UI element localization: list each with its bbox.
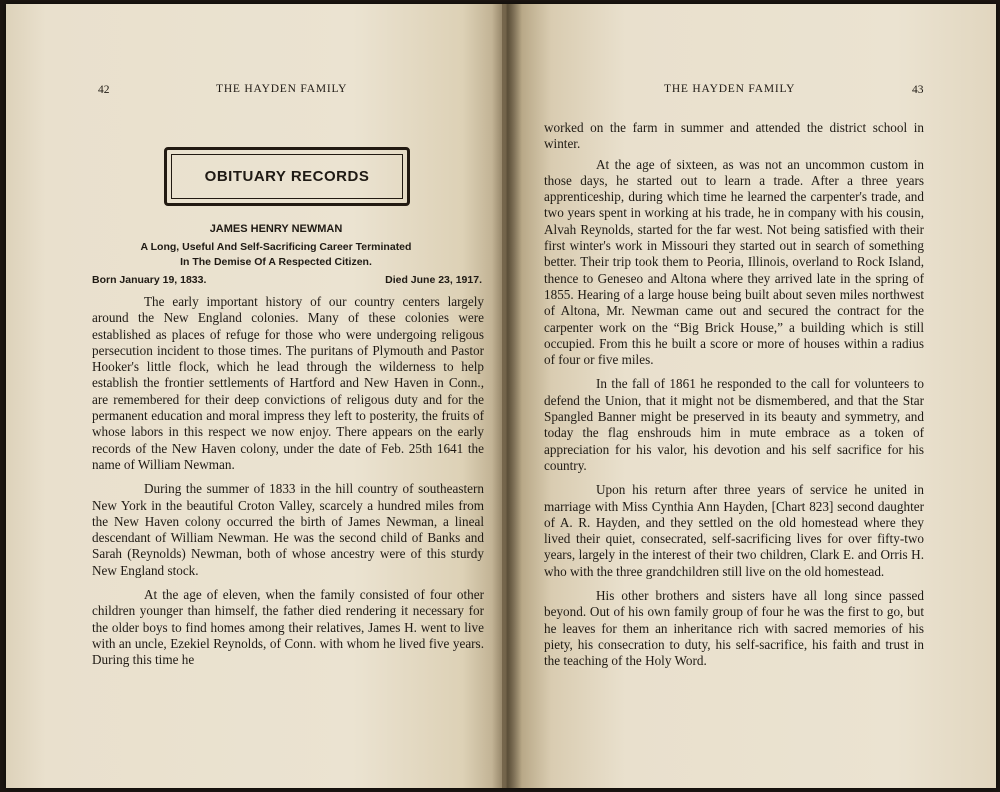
paragraph: The early important history of our country centers largely around the New England colonies. Many of these colonies were established as places of refuge for those who were undergoing religous persecution incident to those times. The puritans of Plymouth and Pastor Hooker's little flock, which he lead through the wilderness to help establish the frontier settlements of Hartford and New Haven in Conn., are remembered for their deep convictions of religous duty and for the permanent education and moral impress they left to posterity, the fruits of whose labors in this respect we now enjoy. There appears on the early records of the New Haven colony, under the date of Feb. 25th 1641 the name of William Newman. [92, 294, 484, 472]
box-title: OBITUARY RECORDS [204, 168, 370, 185]
right-body-text [544, 120, 924, 670]
running-head-left: THE HAYDEN FAMILY [216, 83, 348, 95]
book-spread [6, 4, 996, 788]
obituary-records-box [164, 147, 410, 206]
died-date: Died June 23, 1917. [385, 274, 482, 286]
book-gutter [492, 4, 522, 788]
subtitle-line-2: In The Demise Of A Respected Citizen. [180, 256, 372, 268]
paragraph: In the fall of 1861 he responded to the call for volunteers to defend the Union, that it might not be dismembered, and that the Star Spangled Banner might be preserved in its beauty and symmetry, and today the flag enshrouds him in mute embrace as a token of appreciation for his valor, his devotion and his self sacrifice for his country. [544, 376, 924, 473]
paragraph: Upon his return after three years of service he united in marriage with Miss Cynthia Ann Hayden, [Chart 823] second daughter of A. R. Hayden, and they settled on the old homestead where they lived their quiet, consecrated, self-sacrificing lives for over fifty-two years, largely in the interest of their two children, Clark E. and Orris H. who with the three grandchildren still live on the old homestead. [544, 482, 924, 579]
page-number-right: 43 [912, 84, 924, 96]
person-name: JAMES HENRY NEWMAN [209, 223, 343, 235]
born-date: Born January 19, 1833. [92, 274, 207, 286]
right-page [502, 4, 996, 788]
subtitle-line-1: A Long, Useful And Self-Sacrificing Career Terminated [140, 241, 412, 253]
running-head-right: THE HAYDEN FAMILY [664, 83, 796, 95]
left-page [6, 4, 502, 788]
paragraph: At the age of eleven, when the family consisted of four other children younger than himself, the father died rendering it necessary for the older boys to find homes among their relatives, James H. went to live with an uncle, Ezekiel Reynolds, of Conn. with whom he lived five years. During this time he [92, 587, 484, 668]
left-body-text [92, 294, 484, 669]
paragraph: At the age of sixteen, as was not an uncommon custom in those days, he started out to learn a trade. After a three years apprenticeship, during which time he learned the carpenter's trade, and two years spent in working at his trade, he in company with his cousin, Alvah Reynolds, started for the far west. Not being satisfied with their first winter's work in Missouri they started out in search of something better. Their trip took them to Peoria, Illinois, overland to Rock Island, thence to Geneseo and Altona where they arrived late in the spring of 1855. Hearing of a large house being built about seven miles northwest of Altona, Mr. Newman came out and secured the contract for the carpenter work on the “Big Brick House,” a building which is still occupied. From this he built a score or more of houses within a radius of four or five miles. [544, 156, 924, 368]
page-number-left: 42 [98, 84, 110, 96]
paragraph: worked on the farm in summer and attended the district school in winter. [544, 120, 924, 152]
paragraph: His other brothers and sisters have all long since passed beyond. Out of his own family group of four he was the first to go, but he leaves for them an inheritance rich with sacred memories of his piety, his consecration to duty, his self-sacrifice, his faith and trust in the teaching of the Holy Word. [544, 588, 924, 669]
paragraph: During the summer of 1833 in the hill country of southeastern New York in the beautiful Croton Valley, scarcely a hundred miles from the New Haven colony occurred the birth of James Newman, a lineal descendant of William Newman. He was the second child of Banks and Sarah (Reynolds) Newman, both of whose ancestry were of this sturdy New England stock. [92, 481, 484, 578]
